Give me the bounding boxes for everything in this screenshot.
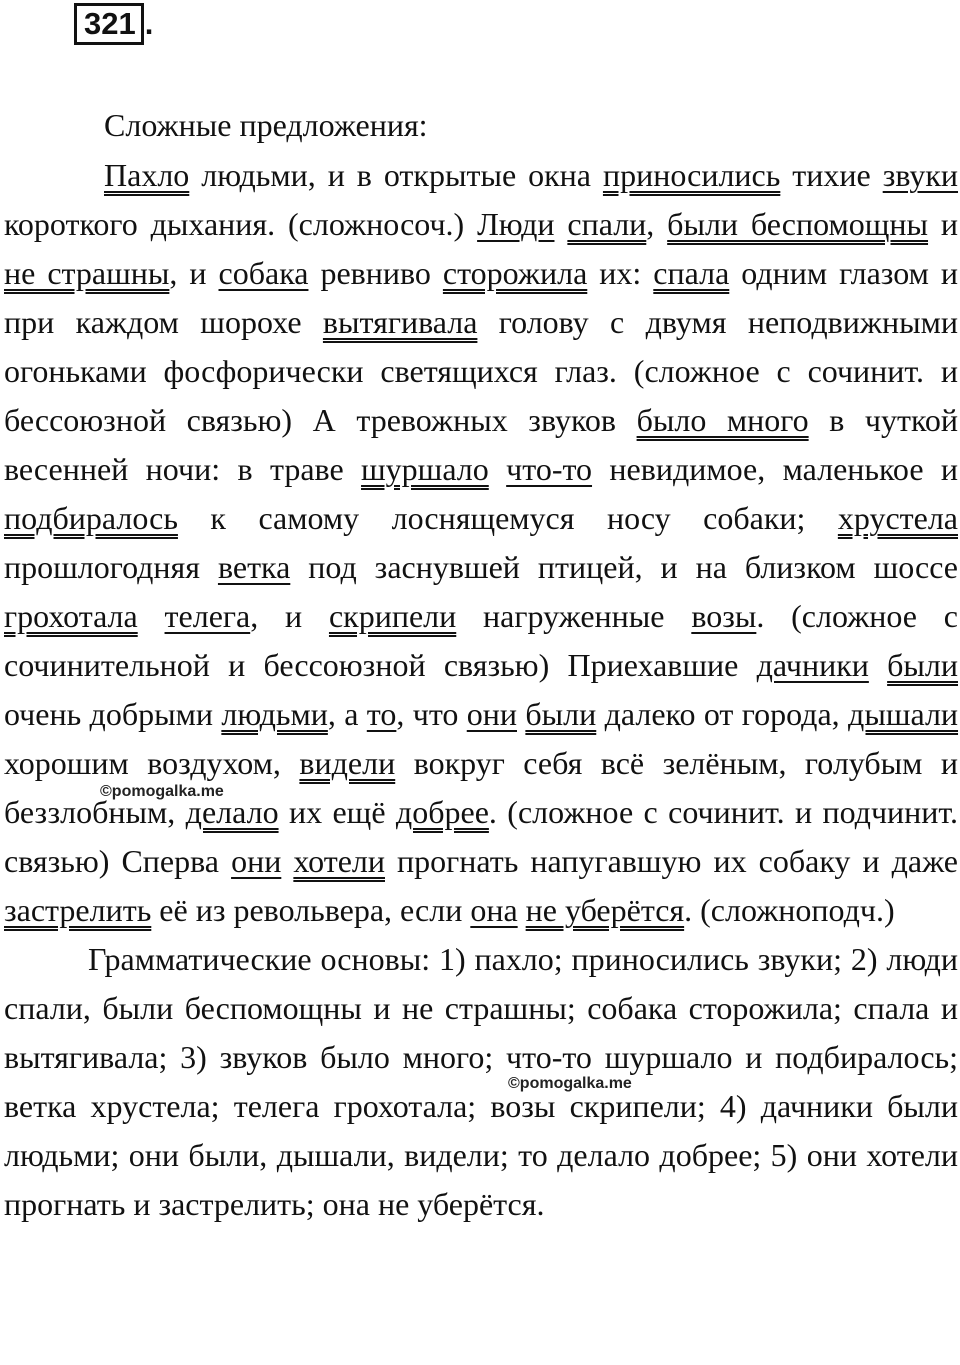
subject: ветка [217, 549, 291, 585]
predicate: подбиралось [4, 500, 178, 536]
predicate: застрелить [4, 892, 152, 928]
predicate: хотели [293, 843, 385, 879]
predicate: спала [653, 255, 730, 291]
text-fragment: далеко от города, [596, 696, 849, 732]
predicate: было много [636, 402, 809, 438]
text-fragment: короткого дыхания. (сложносоч.) [4, 206, 478, 242]
text-fragment: хорошим воздухом, [4, 745, 300, 781]
predicate: не страшны [4, 255, 170, 291]
section-heading: Сложные предложения: [104, 107, 428, 143]
text-fragment [489, 451, 506, 487]
text-fragment [518, 892, 526, 928]
predicate: были [525, 696, 597, 732]
text-fragment: в чуткой весенней ночи: в траве [4, 402, 959, 487]
text-fragment: . (сложное с сочинительной и бессоюзной связью) Приехавшие [4, 598, 959, 683]
text-fragment: прошлогодняя [4, 549, 218, 585]
predicate: грохотала [4, 598, 138, 634]
text-fragment [869, 647, 887, 683]
text-fragment: её из револьвера, если [151, 892, 471, 928]
predicate: были [887, 647, 958, 683]
predicate: добрее [395, 794, 489, 830]
predicate: шуршало [361, 451, 489, 487]
subject: они [231, 843, 282, 879]
text-fragment: . (сложное с сочинит. и подчинит. связью) Сперва [4, 794, 959, 879]
text-fragment: голову с двумя неподвижными огоньками фосфорически светящихся глаз. (сложное с сочинит. и бессоюзной связью) А тревожных звуков [4, 304, 958, 438]
subject: собака [218, 255, 309, 291]
predicate: приносились [602, 157, 781, 193]
text-fragment: очень добрыми [4, 696, 222, 732]
subject: Люди [477, 206, 555, 242]
subject: что-то [506, 451, 593, 487]
text-fragment: , и [250, 598, 329, 634]
subject: то [366, 696, 397, 732]
exercise-number [74, 3, 153, 45]
predicate: не уберётся [525, 892, 685, 928]
text-fragment: тихие [780, 157, 883, 193]
text-fragment: , и [169, 255, 219, 291]
subject: возы [691, 598, 757, 634]
text-fragment [281, 843, 293, 879]
text-fragment: их ещё [278, 794, 396, 830]
text-fragment: одним глазом и при каждом шорохе [4, 255, 959, 340]
predicate: дышали [848, 696, 959, 732]
predicate: людьми [221, 696, 328, 732]
predicate: Пахло [104, 157, 190, 193]
watermark: ©pomogalka.me [508, 1075, 632, 1092]
sentences-paragraph [4, 151, 958, 935]
exercise-number-dot: . [144, 6, 154, 41]
text-fragment: вокруг себя всё зелёным, голубым и беззлобным, [4, 745, 959, 830]
grammar-bases-paragraph: Грамматические основы: 1) пахло; приносились звуки; 2) люди спали, были беспомощны и не страшны; собака сторожила; спала и вытягивала; 3) звуков было много; что-то шуршало и подбиралось; ветка хрустела; телега грохотала; возы скрипели; 4) дачники были людьми; они были, дышали, видели; то делало добрее; 5) они хотели прогнать и застрелить; она не уберётся. [4, 941, 958, 1222]
text-fragment: и [928, 206, 959, 242]
watermark: ©pomogalka.me [100, 783, 224, 800]
predicate: видели [299, 745, 396, 781]
predicate: хрустела [837, 500, 958, 536]
subject: дачники [756, 647, 869, 683]
text-fragment: ревниво [308, 255, 443, 291]
text-fragment: их: [587, 255, 654, 291]
text-fragment: , что [396, 696, 467, 732]
text-fragment: . (сложноподч.) [684, 892, 895, 928]
text-fragment [554, 206, 567, 242]
text-fragment: прогнать напугавшую их собаку и даже [385, 843, 959, 879]
text-fragment: к самому лоснящемуся носу собаки; [177, 500, 838, 536]
exercise-number-box: 321 [74, 3, 144, 45]
predicate: были беспомощны [667, 206, 929, 242]
text-fragment [138, 598, 165, 634]
predicate: вытягивала [322, 304, 478, 340]
text-fragment: нагруженные [456, 598, 692, 634]
text-fragment: , [646, 206, 668, 242]
predicate: скрипели [328, 598, 457, 634]
text-fragment: под заснувшей птицей, и на близком шоссе [290, 549, 959, 585]
subject: они [466, 696, 517, 732]
text-fragment: невидимое, маленькое и [592, 451, 959, 487]
predicate: делало [185, 794, 279, 830]
predicate: сторожила [442, 255, 588, 291]
answer-text [4, 151, 958, 1229]
predicate: спали [567, 206, 647, 242]
subject: она [470, 892, 518, 928]
subject: телега [164, 598, 251, 634]
text-fragment: , а [327, 696, 367, 732]
text-fragment: людьми, и в открытые окна [189, 157, 603, 193]
subject: звуки [882, 157, 959, 193]
